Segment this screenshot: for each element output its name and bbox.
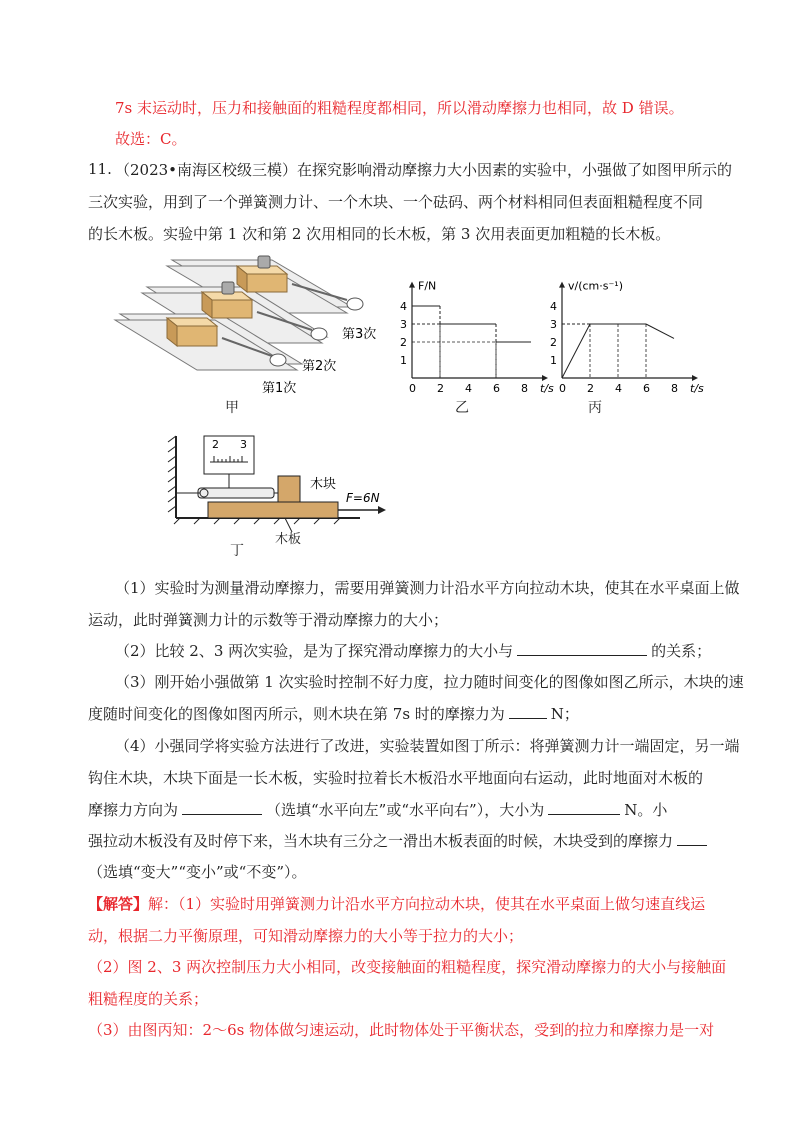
y-axis-arrow bbox=[559, 282, 565, 288]
y-tick-label: 1 bbox=[550, 354, 557, 367]
answer-blank-4c[interactable] bbox=[677, 831, 707, 846]
series-segment bbox=[646, 324, 674, 338]
x-tick-label: 0 bbox=[409, 382, 416, 395]
part2-text: （2）比较 2、3 两次实验，是为了探究滑动摩擦力的大小与 bbox=[115, 642, 514, 660]
wall-hatch bbox=[168, 436, 176, 512]
part1-line1: （1）实验时为测量滑动摩擦力，需要用弹簧测力计沿水平方向拉动木块，使其在水平桌面上做 bbox=[115, 579, 740, 597]
y-tick-label: 3 bbox=[550, 318, 557, 331]
part3-text: 度随时间变化的图像如图丙所示，则木块在第 7s 时的摩擦力为 bbox=[88, 705, 505, 723]
part4-line5: （选填“变大”“变小”或“不变”）。 bbox=[88, 863, 307, 881]
prev-answer-choice: 故选：C。 bbox=[115, 130, 187, 148]
part3-line2 bbox=[88, 704, 579, 724]
y-axis-label: F/N bbox=[418, 279, 437, 293]
x-tick-label: 4 bbox=[465, 382, 472, 395]
part4-text-a: 摩擦力方向为 bbox=[88, 801, 179, 819]
x-axis-label: t/s bbox=[690, 382, 704, 395]
part4-text-c: N。小 bbox=[624, 801, 668, 819]
weight-icon bbox=[258, 256, 270, 268]
x-tick-label: 8 bbox=[671, 382, 678, 395]
chart-yi bbox=[390, 262, 554, 395]
x-axis-arrow bbox=[692, 375, 698, 381]
question-number: 11. bbox=[88, 160, 112, 178]
x-tick-label: 6 bbox=[643, 382, 650, 395]
x-tick-label: 6 bbox=[493, 382, 500, 395]
y-tick-label: 1 bbox=[400, 354, 407, 367]
y-axis-arrow bbox=[409, 282, 415, 288]
wood-block bbox=[278, 476, 300, 502]
caption-ding: 丁 bbox=[230, 543, 244, 559]
label-trial-1: 第1次 bbox=[262, 381, 297, 396]
solution-line5: （3）由图丙知：2～6s 物体做匀速运动，此时物体处于平衡状态，受到的拉力和摩擦力是一对 bbox=[88, 1021, 715, 1039]
x-tick-label: 2 bbox=[587, 382, 594, 395]
x-tick-label: 0 bbox=[559, 382, 566, 395]
y-axis-label: v/(cm·s⁻¹) bbox=[568, 279, 624, 293]
y-tick-label: 4 bbox=[550, 300, 557, 313]
figure-jia bbox=[112, 252, 392, 412]
scale-tick-3: 3 bbox=[240, 438, 247, 451]
question-stem-1: （2023•南海区校级三模）在探究影响滑动摩擦力大小因素的实验中，小强做了如图甲所示的 bbox=[115, 161, 733, 179]
x-tick-label: 8 bbox=[521, 382, 528, 395]
chart-bing bbox=[540, 262, 704, 395]
answer-blank-4b[interactable] bbox=[548, 800, 620, 815]
answer-blank-2[interactable] bbox=[517, 641, 647, 656]
part4-line1: （4）小强同学将实验方法进行了改进，实验装置如图丁所示：将弹簧测力计一端固定，另一端 bbox=[115, 737, 740, 755]
caption-yi: 乙 bbox=[455, 400, 469, 416]
force-label: F=6N bbox=[346, 491, 380, 505]
x-tick-label: 2 bbox=[437, 382, 444, 395]
wood-board bbox=[208, 502, 338, 518]
part3-line1: （3）刚开始小强做第 1 次实验时控制不好力度，拉力随时间变化的图像如图乙所示，木块的速 bbox=[115, 673, 744, 691]
block-1 bbox=[167, 318, 217, 346]
part4-text-b: （选填“水平向左”或“水平向右”），大小为 bbox=[266, 801, 545, 819]
question-stem-2: 三次实验，用到了一个弹簧测力计、一个木块、一个砝码、两个材料相同但表面粗糙程度不同 bbox=[88, 193, 704, 211]
y-tick-label: 2 bbox=[400, 336, 407, 349]
solution-line1 bbox=[88, 894, 705, 914]
y-tick-label: 3 bbox=[400, 318, 407, 331]
part4-line3 bbox=[88, 800, 667, 820]
y-tick-label: 4 bbox=[400, 300, 407, 313]
label-trial-2: 第2次 bbox=[302, 359, 337, 374]
answer-blank-3[interactable] bbox=[509, 704, 547, 719]
caption-jia: 甲 bbox=[225, 400, 239, 416]
caption-bing: 丙 bbox=[588, 400, 602, 416]
x-axis-label: t/s bbox=[540, 382, 554, 395]
part4-line2: 钩住木块，木块下面是一长木板，实验时拉着长木板沿水平地面向右运动，此时地面对木板的 bbox=[88, 769, 704, 787]
solution-line2: 动，根据二力平衡原理，可知滑动摩擦力的大小等于拉力的大小； bbox=[88, 927, 524, 945]
series-segment bbox=[562, 324, 590, 378]
part4-line4 bbox=[88, 831, 711, 851]
part2-tail: 的关系； bbox=[651, 642, 712, 660]
spring-scale bbox=[198, 488, 274, 498]
scale-tick-2: 2 bbox=[212, 438, 219, 451]
solution-line3: （2）图 2、3 两次控制压力大小相同，改变接触面的粗糙程度，探究滑动摩擦力的大小与接触面 bbox=[88, 958, 727, 976]
x-tick-label: 4 bbox=[615, 382, 622, 395]
question-stem-3: 的长木板。实验中第 1 次和第 2 次用相同的长木板，第 3 次用表面更加粗糙的长木板。 bbox=[88, 225, 671, 243]
part2-line bbox=[115, 641, 711, 661]
board-label: 木板 bbox=[275, 532, 302, 547]
label-trial-3: 第3次 bbox=[342, 327, 377, 342]
solution-text1: 解：（1）实验时用弹簧测力计沿水平方向拉动木块，使其在水平桌面上做匀速直线运 bbox=[148, 895, 706, 913]
solution-tag: 【解答】 bbox=[88, 895, 149, 913]
y-tick-label: 2 bbox=[550, 336, 557, 349]
part1-line2: 运动，此时弹簧测力计的示数等于滑动摩擦力的大小； bbox=[88, 611, 449, 629]
answer-blank-4a[interactable] bbox=[182, 800, 262, 815]
block-label: 木块 bbox=[310, 477, 337, 492]
solution-line4: 粗糙程度的关系； bbox=[88, 990, 209, 1008]
prev-answer-line: 7s 末运动时，压力和接触面的粗糙程度都相同，所以滑动摩擦力也相同，故 D 错误。 bbox=[115, 99, 684, 117]
figure-ding bbox=[160, 432, 400, 532]
part4-text-d: 强拉动木板没有及时停下来，当木块有三分之一滑出木板表面的时候，木块受到的摩擦力 bbox=[88, 832, 674, 850]
part3-unit: N； bbox=[550, 705, 579, 723]
